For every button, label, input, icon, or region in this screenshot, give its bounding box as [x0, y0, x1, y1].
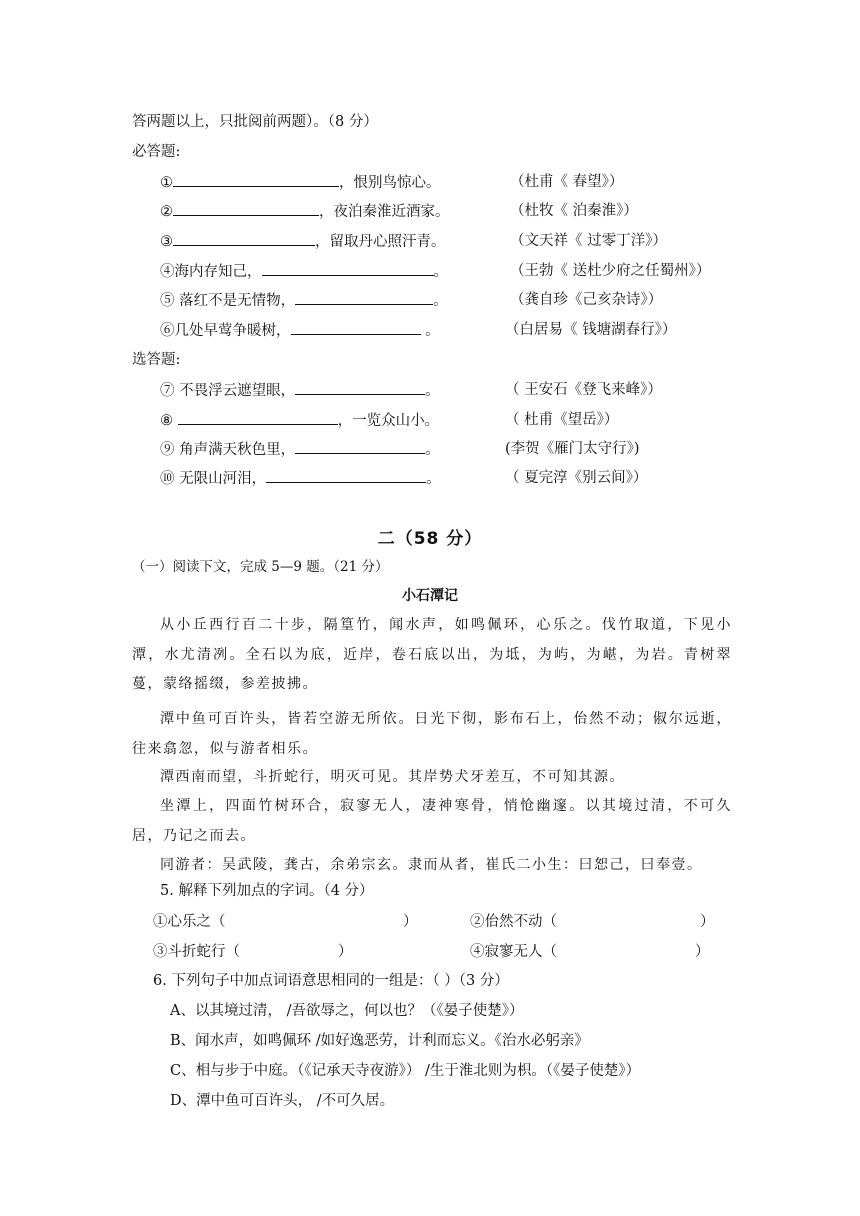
q5-item-4: ④寂寥无人（	[470, 944, 557, 960]
item-suffix: ，夜泊秦淮近酒家。	[319, 204, 450, 220]
q5-item-2-close: ）	[700, 914, 715, 930]
item-prefix: ⑦ 不畏浮云遮望眼，	[160, 383, 296, 399]
poem-fill-item-2	[160, 201, 450, 222]
q6-option-c: C、相与步于中庭。（《记承天寺夜游》） /生于淮北则为枳。（《晏子使楚》）	[170, 1063, 641, 1079]
question-5-stem: 5. 解释下列加点的字词。（4 分）	[160, 883, 374, 899]
item-prefix: ③	[160, 234, 173, 250]
poem-fill-item-1	[160, 172, 441, 193]
article-paragraph: 潭西南而望，斗折蛇行，明灭可见。其岸势犬牙差互，不可知其源。	[160, 769, 625, 785]
item-source: （杜牧《 泊秦淮》）	[510, 203, 638, 219]
item-source: （王勃《 送杜少府之任蜀州》）	[510, 263, 711, 279]
answer-blank[interactable]	[262, 261, 434, 276]
q6-option-a: A、以其境过清， /吾欲辱之，何以也？（《晏子使楚》）	[170, 1003, 524, 1019]
item-suffix: ，一览众山小。	[337, 413, 440, 429]
item-suffix: 。	[426, 471, 441, 487]
poem-fill-item-6	[160, 320, 440, 341]
item-prefix: ⑤ 落红不是无情物，	[160, 293, 296, 309]
article-paragraph: 潭中鱼可百许头，皆若空游无所依。日光下彻，影布石上，佁然不动；俶尔远逝，往来翕忽，似与游者相乐。	[132, 711, 732, 757]
question-6-stem: 6. 下列句子中加点词语意思相同的一组是：（ ）（3 分）	[153, 973, 509, 989]
intro-line: 答两题以上，只批阅前两题）。（8 分）	[132, 114, 378, 130]
item-suffix: 。	[425, 383, 440, 399]
q5-item-1-close: ）	[403, 914, 418, 930]
answer-blank[interactable]	[178, 410, 338, 425]
poem-fill-item-5	[160, 290, 448, 311]
q6-option-b: B、闻水声，如鸣佩环 /如好逸恶劳，计利而忘义。《治水必躬亲》	[170, 1033, 589, 1049]
article-title: 小石潭记	[402, 588, 458, 604]
answer-blank[interactable]	[173, 201, 319, 216]
item-prefix: ①	[160, 175, 173, 191]
item-prefix: ⑥几处早莺争暖树，	[160, 323, 291, 339]
poem-fill-item-9	[160, 439, 440, 460]
answer-blank[interactable]	[295, 439, 425, 454]
optional-label: 选答题:	[132, 352, 181, 368]
q6-option-d: D、潭中鱼可百许头， /不可久居。	[170, 1093, 395, 1109]
item-suffix: 。	[433, 293, 448, 309]
article-paragraph: 从小丘西行百二十步，隔篁竹，闻水声，如鸣佩环，心乐之。伐竹取道，下见小潭，水尤清冽。全石以为底，近岸，卷石底以出，为坻，为屿，为嵁，为岩。青树翠蔓，蒙络摇缀，参差披拂。	[132, 617, 732, 692]
item-prefix: ⑧	[160, 413, 178, 429]
item-source: （ 夏完淳《别云间》）	[505, 470, 648, 486]
item-suffix: ，恨别鸟惊心。	[339, 175, 441, 191]
item-suffix: ，留取丹心照汗青。	[315, 234, 446, 250]
item-source: （杜甫《 春望》）	[510, 174, 624, 190]
q5-item-3: ③斗折蛇行（	[153, 944, 240, 960]
article-paragraph: 同游者：吴武陵，龚古，余弟宗玄。隶而从者，崔氏二小生：曰恕己，曰奉壹。	[160, 857, 703, 873]
item-source: （文天祥《 过零丁洋》）	[510, 233, 667, 249]
item-prefix: ②	[160, 204, 173, 220]
item-prefix: ⑩ 无限山河泪，	[160, 471, 267, 487]
poem-fill-item-10	[160, 468, 441, 489]
answer-blank[interactable]	[173, 172, 339, 187]
reading-instruction: （一）阅读下文，完成 5—9 题。（21 分）	[132, 559, 389, 575]
item-prefix: ⑨ 角声满天秋色里，	[160, 442, 296, 458]
poem-fill-item-8	[160, 410, 439, 431]
required-label: 必答题:	[132, 144, 181, 160]
section-title: 二（58 分）	[377, 529, 483, 549]
q5-item-1: ①心乐之（	[153, 914, 226, 930]
answer-blank[interactable]	[266, 468, 426, 483]
answer-blank[interactable]	[295, 290, 433, 305]
q5-item-4-close: ）	[695, 944, 710, 960]
answer-blank[interactable]	[173, 231, 315, 246]
q5-item-2: ②佁然不动（	[470, 914, 557, 930]
item-suffix: 。	[433, 264, 448, 280]
item-source: （龚自珍《己亥杂诗》）	[510, 292, 663, 308]
poem-fill-item-4	[160, 261, 448, 282]
article-paragraph: 坐潭上，四面竹树环合，寂寥无人，凄神寒骨，悄怆幽邃。以其境过清，不可久居，乃记之而去。	[132, 798, 732, 844]
q5-item-3-close: ）	[338, 944, 353, 960]
item-suffix: 。	[420, 323, 440, 339]
answer-blank[interactable]	[291, 320, 421, 335]
item-prefix: ④海内存知己，	[160, 264, 262, 280]
poem-fill-item-7	[160, 380, 440, 401]
item-source: (李贺《雁门太守行》)	[505, 441, 640, 457]
item-suffix: 。	[425, 442, 440, 458]
item-source: （ 王安石《登飞来峰》）	[505, 382, 662, 398]
poem-fill-item-3	[160, 231, 446, 252]
answer-blank[interactable]	[295, 380, 425, 395]
item-source: （白居易《 钱塘湖春行》）	[505, 322, 677, 338]
item-source: （ 杜甫《望岳》）	[505, 412, 619, 428]
